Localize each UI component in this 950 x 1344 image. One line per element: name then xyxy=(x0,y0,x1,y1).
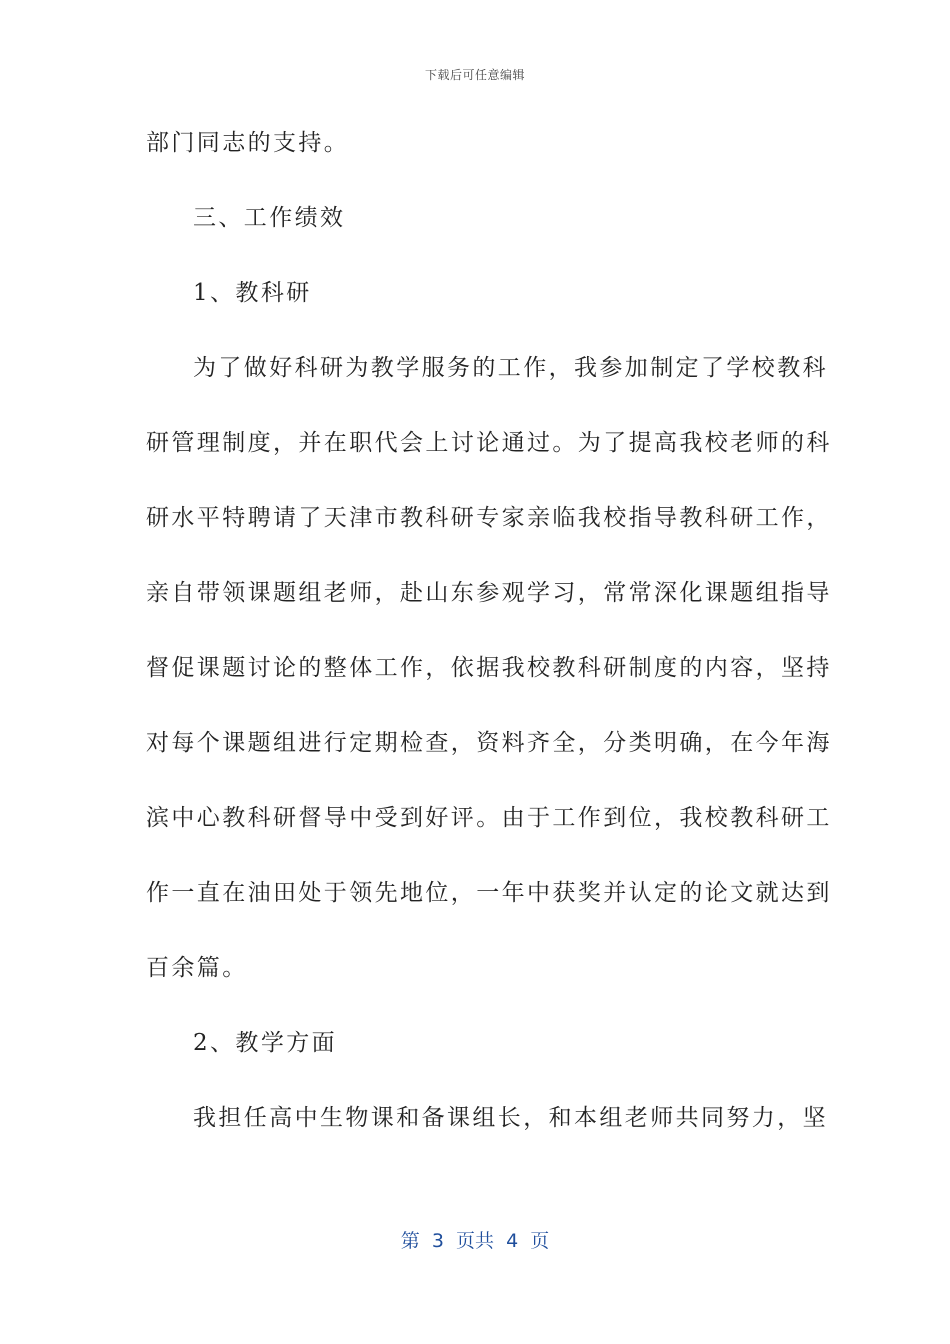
text-line: 亲自带领课题组老师，赴山东参观学习，常常深化课题组指导 xyxy=(146,580,832,606)
text-line: 作一直在油田处于领先地位，一年中获奖并认定的论文就达到 xyxy=(146,880,832,906)
subsection-heading: 2、教学方面 xyxy=(193,1030,338,1056)
text-line: 为了做好科研为教学服务的工作，我参加制定了学校教科 xyxy=(193,355,828,381)
text-line: 督促课题讨论的整体工作，依据我校教科研制度的内容，坚持 xyxy=(146,655,832,681)
section-heading: 三、工作绩效 xyxy=(193,205,346,231)
text-line: 滨中心教科研督导中受到好评。由于工作到位，我校教科研工 xyxy=(146,805,832,831)
text-line: 研管理制度，并在职代会上讨论通过。为了提高我校老师的科 xyxy=(146,430,832,456)
page-number: 第 3 页共 4 页 xyxy=(400,1230,550,1252)
text-line: 我担任高中生物课和备课组长，和本组老师共同努力，坚 xyxy=(193,1105,828,1131)
header-note: 下载后可任意编辑 xyxy=(424,68,525,82)
text-line: 研水平特聘请了天津市教科研专家亲临我校指导教科研工作， xyxy=(146,505,832,531)
text-line: 百余篇。 xyxy=(146,955,248,981)
text-line: 对每个课题组进行定期检查，资料齐全，分类明确，在今年海 xyxy=(146,730,832,756)
subsection-heading: 1、教科研 xyxy=(193,280,312,306)
text-line: 部门同志的支持。 xyxy=(146,130,350,156)
